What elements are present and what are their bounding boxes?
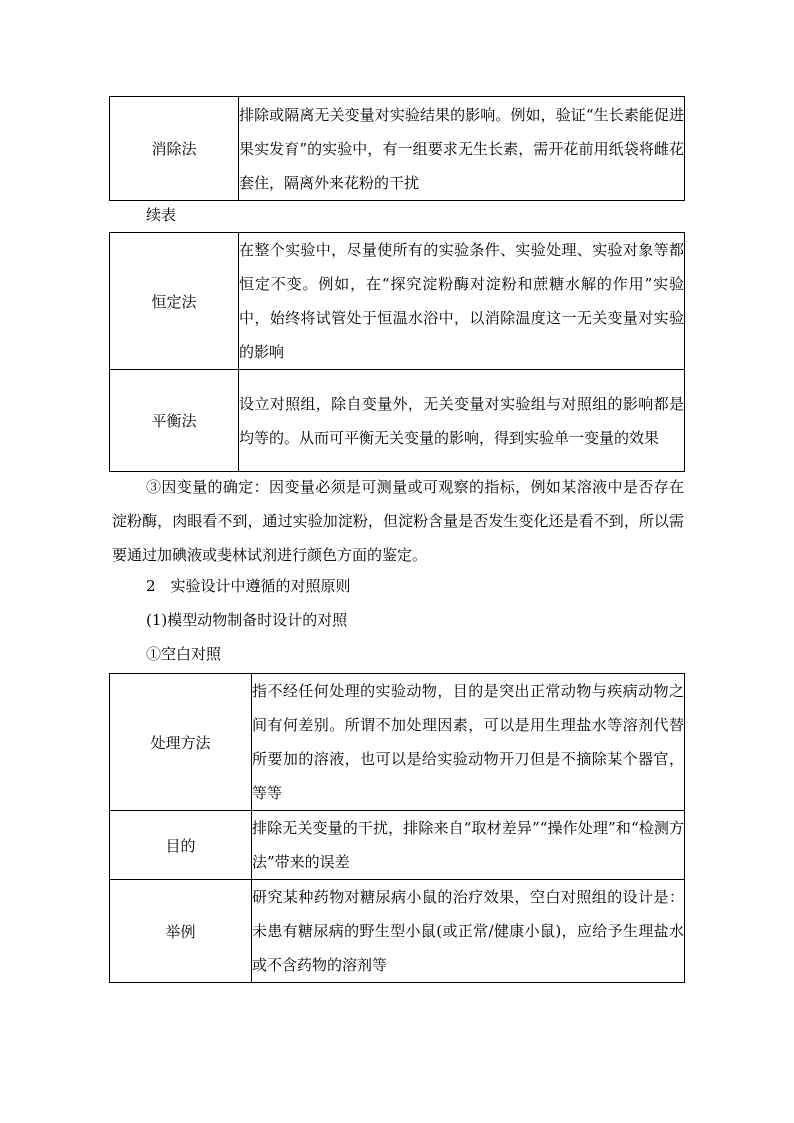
table-row — [110, 674, 685, 811]
row-label-cell: 处理方法 — [110, 674, 252, 811]
table-row — [110, 880, 685, 983]
dependent-variable-paragraph: ③因变量的确定：因变量必须是可测量或可观察的指标，例如某溶液中是否存在淀粉酶，肉眼看不到，通过实验加淀粉，但淀粉含量是否发生变化还是看不到，所以需要通过加碘液或斐林试剂进行颜色方面的鉴定。 — [112, 478, 684, 564]
row-label-cell: 举例 — [110, 880, 252, 983]
row-description-cell: 指不经任何处理的实验动物，目的是突出正常动物与疾病动物之间有何差别。所谓不加处理因素，可以是用生理盐水等溶剂代替所要加的溶液，也可以是给实验动物开刀但是不摘除某个器官，等等 — [252, 674, 685, 811]
blank-control-table — [109, 673, 685, 983]
continued-label: 续表 — [146, 206, 177, 224]
table-row — [110, 370, 685, 472]
method-description-cell: 排除或隔离无关变量对实验结果的影响。例如，验证“生长素能促进果实发育”的实验中，有一组要求无生长素，需开花前用纸袋将雌花套住，隔离外来花粉的干扰 — [239, 97, 685, 201]
method-table-elimination — [109, 96, 685, 201]
section-heading: 2 实验设计中遵循的对照原则 — [146, 577, 351, 595]
method-description-cell: 在整个实验中，尽量使所有的实验条件、实验处理、实验对象等都恒定不变。例如，在“探究淀粉酶对淀粉和蔗糖水解的作用”实验中，始终将试管处于恒温水浴中，以消除温度这一无关变量对实验的影响 — [239, 233, 685, 370]
table-row — [110, 233, 685, 370]
table-row — [110, 97, 685, 201]
method-name-cell: 消除法 — [110, 97, 239, 201]
method-name-cell: 平衡法 — [110, 370, 239, 472]
row-label-cell: 目的 — [110, 811, 252, 880]
method-name-cell: 恒定法 — [110, 233, 239, 370]
method-description-cell: 设立对照组，除自变量外，无关变量对实验组与对照组的影响都是均等的。从而可平衡无关变量的影响，得到实验单一变量的效果 — [239, 370, 685, 472]
subsection-heading: (1)模型动物制备时设计的对照 — [146, 611, 348, 629]
row-description-cell: 排除无关变量的干扰，排除来自“取材差异”“操作处理”和“检测方法”带来的误差 — [252, 811, 685, 880]
method-table-continued — [109, 232, 685, 472]
blank-control-heading: ①空白对照 — [146, 645, 222, 663]
row-description-cell: 研究某种药物对糖尿病小鼠的治疗效果，空白对照组的设计是：未患有糖尿病的野生型小鼠(或正常/健康小鼠)，应给予生理盐水或不含药物的溶剂等 — [252, 880, 685, 983]
table-row — [110, 811, 685, 880]
